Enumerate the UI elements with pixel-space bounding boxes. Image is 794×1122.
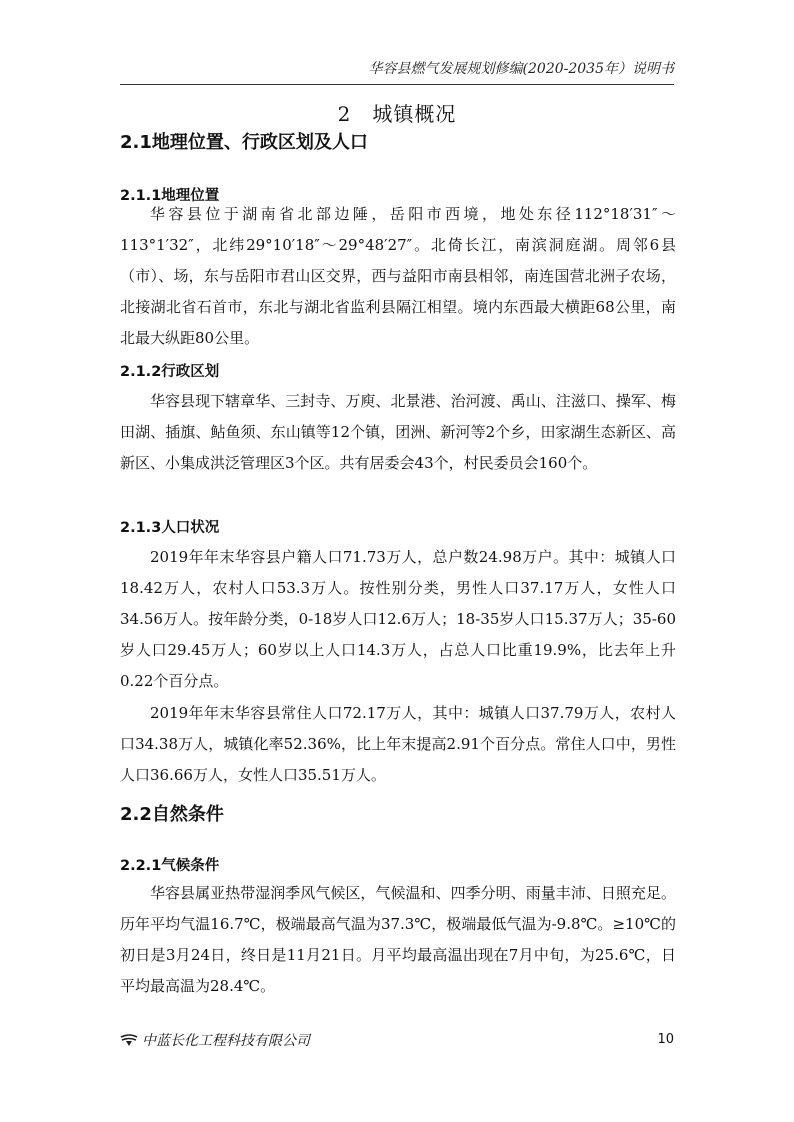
paragraph-geographic-location: 华容县位于湖南省北部边陲，岳阳市西境，地处东径112°18′31″～113°1′32″，北纬29°10′18″～29°48′27″。北倚长江，南滨洞庭湖。周邻6县（市）、场，东与岳阳市君山区交界，西与益阳市南县相邻，南连国营北洲子农场，北接湖北省石首市，东北与湖北省监利县隔江相望。境内东西最大横距68公里，南北最大纵距80公里。 [120, 205, 676, 347]
company-logo-icon [120, 1033, 138, 1047]
subsection-heading-2-1-2: 2.1.2行政区划 [120, 364, 220, 380]
section-heading-2-1: 2.1地理位置、行政区划及人口 [120, 132, 368, 153]
subsection-heading-2-2-1: 2.2.1气候条件 [120, 858, 220, 874]
section-heading-2-2: 2.2自然条件 [120, 804, 224, 825]
paragraph-resident-population: 2019年年末华容县常住人口72.17万人，其中：城镇人口37.79万人，农村人口34.38万人，城镇化率52.36%，比上年末提高2.91个百分点。常住人口中，男性人口36.66万人，女性人口35.51万人。 [120, 704, 676, 784]
paragraph-climate: 华容县属亚热带湿润季风气候区，气候温和、四季分明、雨量丰沛、日照充足。历年平均气温16.7℃，极端最高气温为37.3℃，极端最低气温为-9.8℃。≥10℃的初日是3月24日，终日是11月21日。月平均最高温出现在7月中旬，为25.6℃，日平均最高温为28.4℃。 [120, 884, 676, 995]
running-header: 华容县燃气发展规划修编(2020-2035年）说明书 [120, 58, 674, 85]
chapter-title: 2 城镇概况 [337, 102, 457, 126]
paragraph-registered-population: 2019年年末华容县户籍人口71.73万人，总户数24.98万户。其中：城镇人口18.42万人，农村人口53.3万人。按性别分类，男性人口37.17万人，女性人口34.56万人。按年龄分类，0-18岁人口12.6万人；18-35岁人口15.37万人；35-60岁人口29.45万人；60岁以上人口14.3万人，占总人口比重19.9%，比去年上升0.22个百分点。 [120, 548, 676, 690]
subsection-heading-2-1-1: 2.1.1地理位置 [120, 188, 220, 204]
paragraph-administrative-division: 华容县现下辖章华、三封寺、万庾、北景港、治河渡、禹山、注滋口、操军、梅田湖、插旗、鲇鱼须、东山镇等12个镇，团洲、新河等2个乡，田家湖生态新区、高新区、小集成洪泛管理区3个区。共有居委会43个，村民委员会160个。 [120, 392, 676, 472]
company-name: 中蓝长化工程科技有限公司 [142, 1033, 310, 1049]
footer-company [120, 1030, 310, 1050]
subsection-heading-2-1-3: 2.1.3人口状况 [120, 520, 220, 536]
page-number: 10 [657, 1032, 674, 1047]
